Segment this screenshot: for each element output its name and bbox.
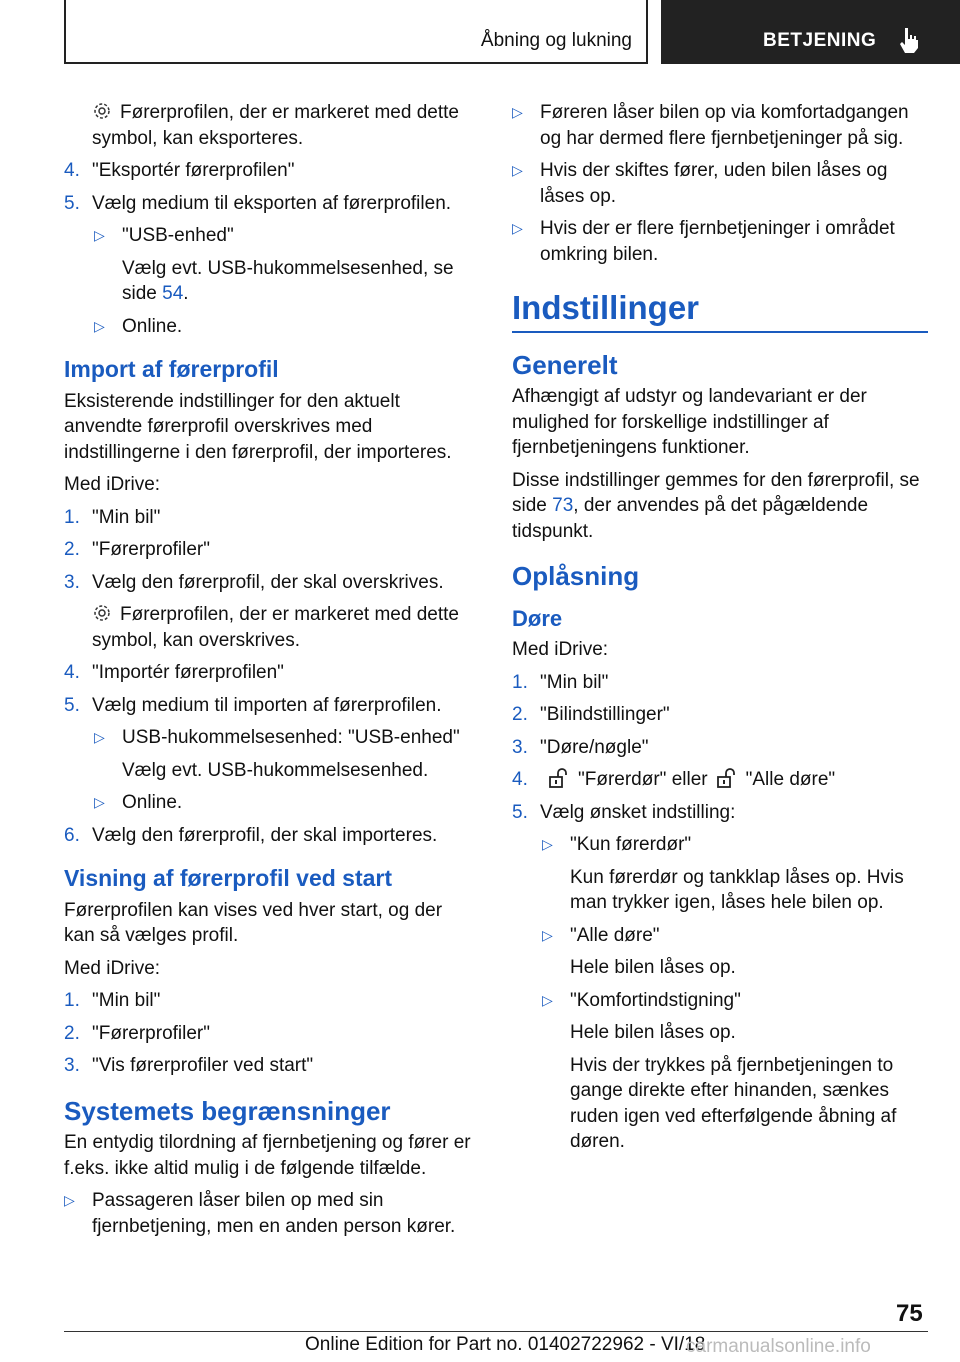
paragraph: Førerprofilen, der er markeret med dette symbol, kan overskrives.	[92, 604, 459, 651]
bullet-sub-text: Vælg evt. USB-hukommelsesenhed.	[122, 759, 429, 781]
paragraph: Førerprofilen kan vises ved hver start, og der kan så vælges profil.	[64, 899, 443, 946]
bullet-sub-text: Hvis der trykkes på fjernbetjeningen to gange direkte efter hinanden, sænkes ruden igen ved efterfølgende åbning af døren.	[570, 1054, 897, 1152]
footer-edition: Online Edition for Part no. 01402722962 - VI/18	[305, 1334, 706, 1355]
bullet-item: ▷ Passageren låser bilen op med sin fjernbetjening, men en anden person kører.	[64, 1190, 456, 1237]
paragraph: Afhængigt af udstyr og landevariant er der mulighed for forskellige indstillinger af fjernbetjeningens funktioner.	[512, 386, 867, 458]
subsection-heading: Døre	[512, 605, 563, 631]
section-heading: Generelt	[512, 349, 618, 380]
triangle-bullet-icon: ▷	[512, 104, 523, 120]
bullet-item: ▷ Føreren låser bilen op via komfortadgangen og har dermed flere fjernbetjeninger på sig.	[512, 102, 909, 149]
paragraph: Med iDrive:	[512, 639, 609, 660]
list-item: 4. "Førerdør" eller "Alle døre"	[512, 769, 836, 790]
triangle-bullet-icon: ▷	[542, 836, 553, 852]
header-chapter-title: BETJENING	[763, 30, 877, 51]
page-link[interactable]: 73	[552, 495, 574, 516]
section-heading: Visning af førerprofil ved start	[64, 865, 393, 891]
paragraph: Eksisterende indstillinger for den aktuelt anvendte førerprofil overskrives med indstillingerne i den førerprofil, der importeres.	[64, 390, 452, 463]
list-item: 5. Vælg medium til eksporten af førerprofilen.	[64, 192, 452, 214]
list-item: 6. Vælg den førerprofil, der skal importeres.	[64, 824, 438, 846]
triangle-bullet-icon: ▷	[542, 926, 553, 943]
list-item: 1. "Min bil"	[512, 671, 609, 693]
list-item: 5. Vælg medium til importen af førerprofilen.	[64, 694, 442, 716]
bullet-item: ▷ Hvis der er flere fjernbetjeninger i området omkring bilen.	[512, 218, 895, 265]
list-item: 3. "Vis førerprofiler ved start"	[64, 1055, 314, 1076]
triangle-bullet-icon: ▷	[512, 220, 523, 236]
triangle-bullet-icon: ▷	[542, 991, 553, 1008]
paragraph: Med iDrive:	[64, 957, 161, 979]
bullet-item: ▷ "USB-enhed"	[64, 223, 476, 249]
page-link[interactable]: 54	[162, 283, 184, 304]
page-number: 75	[896, 1300, 923, 1327]
paragraph: Med iDrive:	[64, 474, 161, 495]
paragraph: Førerprofilen, der er markeret med dette symbol, kan eksporteres.	[92, 102, 459, 149]
chapter-heading: Indstillinger	[512, 295, 928, 333]
bullet-sub-text: Vælg evt. USB-hukommelsesenhed, se side 54.	[122, 257, 454, 304]
bullet-item: ▷ Hvis der skiftes fører, uden bilen låses og låses op.	[512, 160, 888, 207]
bullet-item: ▷ "Alle døre"	[512, 923, 928, 949]
triangle-bullet-icon: ▷	[94, 729, 105, 745]
triangle-bullet-icon: ▷	[94, 794, 105, 810]
list-item: 4. "Importér førerprofilen"	[64, 662, 284, 683]
triangle-bullet-icon: ▷	[94, 317, 105, 334]
list-item: 3. Vælg den førerprofil, der skal overskrives.	[64, 571, 444, 593]
unlock-icon	[548, 768, 570, 788]
bullet-item: ▷ "Kun førerdør"	[512, 832, 928, 858]
header-right	[661, 0, 960, 64]
gear-icon	[92, 603, 112, 623]
triangle-bullet-icon: ▷	[64, 1192, 75, 1208]
watermark: carmanualsonline.info	[686, 1336, 871, 1357]
bullet-item: ▷ USB-hukommelsesenhed: "USB-enhed"	[64, 725, 476, 751]
section-heading: Systemets begrænsninger	[64, 1095, 391, 1126]
list-item: 2. "Førerprofiler"	[64, 539, 210, 560]
list-item: 3. "Døre/nøgle"	[512, 736, 649, 758]
paragraph: En entydig tilordning af fjernbetjening og fører er f.eks. ikke altid mulig i de følgende tilfælde.	[64, 1132, 471, 1179]
triangle-bullet-icon: ▷	[512, 162, 523, 178]
bullet-item: ▷ "Komfortindstigning"	[512, 988, 928, 1014]
list-item: 2. "Førerprofiler"	[64, 1022, 210, 1044]
section-heading: Import af førerprofil	[64, 356, 279, 382]
header-section-title: Åbning og lukning	[480, 30, 632, 51]
bullet-item: ▷ Online.	[64, 790, 476, 816]
list-item: 1. "Min bil"	[64, 990, 161, 1011]
header-left	[64, 0, 648, 64]
list-item: 4. "Eksportér førerprofilen"	[64, 160, 295, 181]
gear-icon	[92, 101, 112, 121]
footer-divider	[64, 1331, 928, 1332]
section-heading: Oplåsning	[512, 561, 640, 591]
list-item: 5. Vælg ønsket indstilling:	[512, 801, 736, 823]
bullet-item: ▷ Online.	[64, 314, 476, 340]
list-item: 2. "Bilindstillinger"	[512, 704, 670, 725]
left-column	[64, 100, 476, 1246]
triangle-bullet-icon: ▷	[94, 227, 105, 243]
bullet-sub-text: Hele bilen låses op.	[570, 957, 736, 978]
bullet-sub-text: Kun førerdør og tankklap låses op. Hvis man trykker igen, låses hele bilen op.	[570, 866, 904, 913]
unlock-icon	[716, 768, 738, 788]
right-column	[512, 100, 928, 1162]
bullet-sub-text: Hele bilen låses op.	[570, 1022, 736, 1043]
paragraph: Disse indstillinger gemmes for den førerprofil, se side 73, der anvendes på det pågældende tidspunkt.	[512, 469, 920, 542]
hand-icon	[897, 26, 921, 54]
list-item: 1. "Min bil"	[64, 506, 161, 528]
